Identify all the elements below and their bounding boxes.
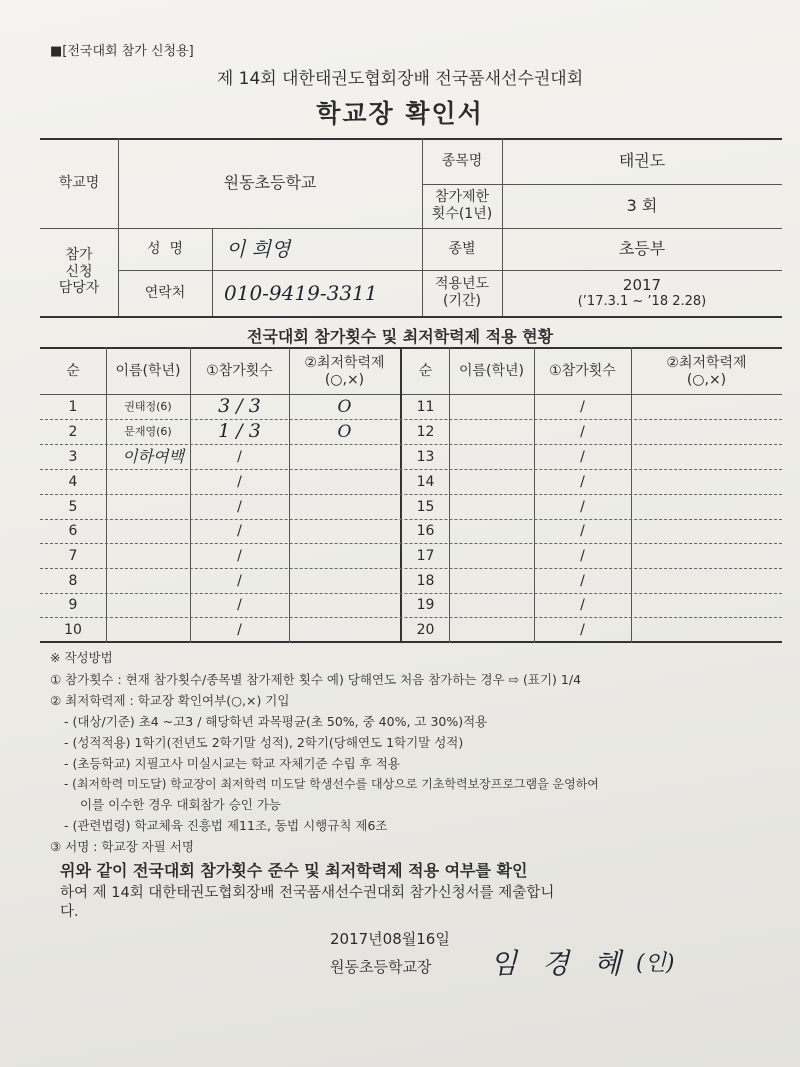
- row-number: 1: [68, 398, 78, 415]
- header-min-right-line1: ②최저학력제: [666, 354, 747, 371]
- applicant-label-line2: 신청: [65, 263, 93, 280]
- row-min: [289, 618, 400, 642]
- note-2f: - (관련법령) 학교체육 진흥법 제11조, 동법 시행규칙 제6조: [64, 818, 388, 833]
- row-name: 권태정(6): [124, 400, 172, 414]
- principal-title: 원동초등학교장: [330, 958, 432, 976]
- row-number: 15: [416, 498, 435, 515]
- header-min-left: [289, 349, 400, 394]
- declaration-line-2: 하여 제 14회 대한태권도협회장배 전국품새선수권대회 참가신청서를 제출합니: [60, 885, 555, 901]
- header-min-right-line2: (○,×): [686, 371, 727, 388]
- year-value: [502, 270, 782, 316]
- row-count: 3 / 3: [218, 394, 261, 417]
- event-subtitle: 제 14회 대한태권도협회장배 전국품새선수권대회: [216, 69, 584, 89]
- row-count: /: [237, 498, 242, 515]
- header-no-right: 순: [418, 363, 433, 380]
- row-count: /: [237, 547, 242, 564]
- row-number: 11: [416, 398, 435, 415]
- note-1: ① 참가횟수 : 현재 참가횟수/종목별 참가제한 횟수 예) 당해연도 처음 참가하는 경우 ⇨ (표기) 1/4: [50, 672, 582, 687]
- row-count: 1 / 3: [218, 419, 261, 442]
- header-count-right: ①참가횟수: [549, 363, 616, 380]
- school-label: 학교명: [58, 174, 100, 191]
- row-name: [106, 495, 190, 519]
- row-min: [289, 445, 400, 469]
- year-value-period: (’17.3.1 ~ ’18 2.28): [577, 294, 707, 310]
- header-min-left-line2: (○,×): [324, 371, 365, 388]
- event-value: 태권도: [618, 151, 666, 171]
- row-number: 14: [416, 473, 435, 490]
- row-number: 4: [68, 473, 78, 490]
- row-min: [289, 544, 400, 568]
- row-count: /: [580, 572, 585, 589]
- limit-label: [422, 184, 502, 228]
- limit-label-line1: 참가제한: [434, 189, 490, 206]
- row-number: 8: [68, 572, 78, 589]
- row-number: 9: [68, 596, 78, 613]
- page-title: 학교장 확인서: [316, 99, 484, 128]
- row-name: [106, 593, 190, 617]
- row-min: O: [337, 396, 352, 417]
- header-count-left: ①참가횟수: [206, 363, 273, 380]
- row-number: 17: [416, 547, 435, 564]
- row-number: 18: [416, 572, 435, 589]
- contact-value: 010-9419-3311: [224, 281, 378, 305]
- division-label: 종별: [448, 240, 476, 257]
- year-label-line1: 적용년도: [434, 276, 490, 293]
- header-min-right: [631, 349, 782, 394]
- note-3: ③ 서명 : 학교장 자필 서명: [50, 839, 194, 854]
- row-number: 3: [68, 448, 78, 465]
- year-label-line2: (기간): [443, 293, 481, 309]
- row-number: 13: [416, 448, 435, 465]
- row-number: 12: [416, 423, 435, 440]
- row-count: /: [237, 473, 242, 490]
- header-name-right: 이름(학년): [458, 363, 525, 380]
- row-name: 이하여백: [122, 447, 184, 467]
- header-name-left: 이름(학년): [115, 363, 181, 380]
- sign-date: 2017년08월16일: [330, 930, 450, 948]
- note-2b: - (성적적용) 1학기(전년도 2학기말 성적), 2학기(당해연도 1학기말 성적): [64, 735, 464, 750]
- row-min: O: [337, 421, 352, 442]
- event-label: 종목명: [441, 152, 483, 169]
- year-label: [422, 270, 502, 316]
- row-count: /: [580, 398, 585, 415]
- school-value: 원동초등학교: [223, 173, 317, 193]
- status-title: 전국대회 참가횟수 및 최저학력제 적용 현황: [246, 327, 554, 346]
- note-2c: - (초등학교) 지필고사 미실시교는 학교 자체기준 수립 후 적용: [64, 756, 400, 771]
- header-no-left: 순: [66, 363, 80, 380]
- row-count: /: [580, 621, 585, 638]
- applicant-label: [40, 228, 118, 316]
- note-2d: - (최저학력 미도달) 학교장이 최저학력 미도달 학생선수를 대상으로 기초학력보장프로그램을 운영하여: [64, 777, 599, 791]
- row-number: 16: [416, 522, 435, 539]
- row-count: /: [237, 448, 242, 465]
- year-value-year: 2017: [622, 276, 662, 295]
- row-min: [289, 569, 400, 593]
- row-number: 10: [64, 621, 82, 638]
- row-min: [289, 495, 400, 519]
- form-tag: ■[전국대회 참가 신청용]: [50, 44, 194, 59]
- applicant-label-line1: 참가: [65, 246, 93, 263]
- limit-value: 3 회: [626, 196, 658, 216]
- name-value: 이 희영: [226, 237, 291, 261]
- row-min: [289, 519, 400, 543]
- row-number: 6: [68, 522, 78, 539]
- row-min: [289, 470, 400, 494]
- row-count: /: [580, 522, 585, 539]
- contact-label: 연락처: [144, 284, 186, 301]
- note-2: ② 최저학력제 : 학교장 확인여부(○,×) 기입: [50, 693, 290, 708]
- row-count: /: [237, 522, 242, 539]
- row-number: 5: [68, 498, 78, 515]
- row-count: /: [237, 621, 242, 638]
- declaration-line-3: 다.: [60, 904, 79, 920]
- row-count: /: [237, 572, 242, 589]
- row-min: [289, 593, 400, 617]
- division-value: 초등부: [618, 239, 666, 259]
- row-number: 20: [416, 621, 435, 638]
- principal-seal: (인): [636, 951, 675, 976]
- row-count: /: [580, 596, 585, 613]
- row-count: /: [580, 498, 585, 515]
- row-count: /: [580, 473, 585, 490]
- header-min-left-line1: ②최저학력제: [304, 354, 385, 371]
- applicant-label-line3: 담당자: [58, 280, 100, 297]
- row-count: /: [580, 448, 585, 465]
- row-count: /: [580, 423, 585, 440]
- limit-label-line2: 횟수(1년): [431, 206, 493, 222]
- row-name: [106, 544, 190, 568]
- row-number: 2: [68, 423, 78, 440]
- row-number: 19: [416, 596, 435, 613]
- principal-signature: 임 경 혜: [490, 947, 629, 980]
- declaration-line-1: 위와 같이 전국대회 참가횟수 준수 및 최저학력제 적용 여부를 확인: [60, 861, 528, 880]
- name-label: 성 명: [147, 240, 183, 257]
- row-count: /: [237, 596, 242, 613]
- note-2a: - (대상/기준) 초4 ~고3 / 해당학년 과목평균(초 50%, 중 40%, 고 30%)적용: [64, 714, 488, 729]
- notes-heading: ※ 작성방법: [50, 650, 113, 665]
- row-number: 7: [68, 547, 78, 564]
- row-name: [106, 470, 190, 494]
- row-name: [106, 519, 190, 543]
- row-count: /: [580, 547, 585, 564]
- row-name: 문재영(6): [124, 425, 172, 439]
- note-2e: 이를 이수한 경우 대회참가 승인 가능: [80, 797, 281, 812]
- row-name: [106, 618, 190, 642]
- row-name: [106, 569, 190, 593]
